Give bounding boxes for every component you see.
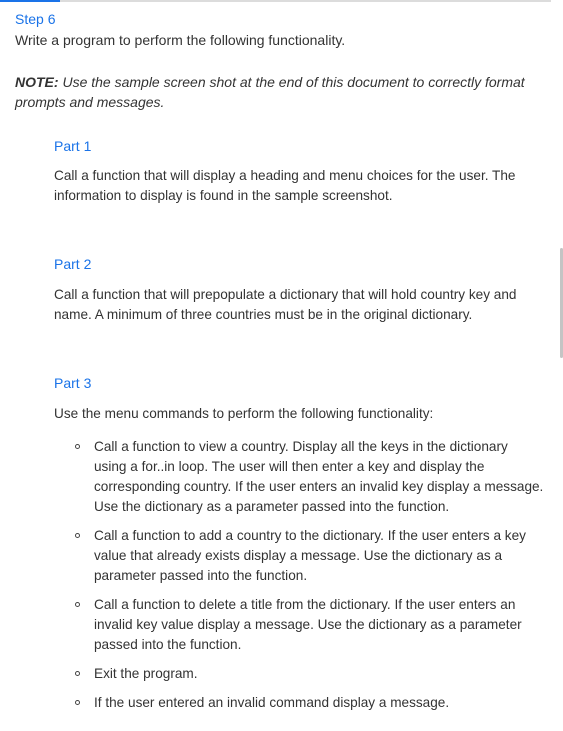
list-item xyxy=(54,437,544,517)
bullet-icon xyxy=(75,533,80,538)
list-item-text: If the user entered an invalid command display a message. xyxy=(94,695,450,710)
list-item xyxy=(54,664,544,684)
part-1-title: Part 1 xyxy=(54,138,92,154)
part-2-text: Call a function that will prepopulate a dictionary that will hold country key and name. A minimum of three countries must be in the original dictionary. xyxy=(54,287,517,322)
note xyxy=(15,72,535,112)
functionality-list xyxy=(54,437,544,722)
top-divider-accent xyxy=(0,0,60,2)
list-item-text: Call a function to add a country to the dictionary. If the user enters a key value that already exists display a message. Use the dictionary as a parameter passed into the function. xyxy=(94,528,526,583)
bullet-icon xyxy=(75,700,80,705)
note-label: NOTE: xyxy=(15,74,59,90)
list-item-text: Call a function to view a country. Display all the keys in the dictionary using a for..in loop. The user will then enter a key and display the corresponding country. If the user enters an invalid key display a message. Use the dictionary as a parameter passed into the function. xyxy=(94,439,544,514)
bullet-icon xyxy=(75,602,80,607)
list-item xyxy=(54,526,544,586)
list-item-text: Call a function to delete a title from the dictionary. If the user enters an invalid key value display a message. Use the dictionary as a parameter passed into the function. xyxy=(94,597,522,652)
scrollbar[interactable] xyxy=(559,0,563,731)
note-text: Use the sample screen shot at the end of this document to correctly format prompts and messages. xyxy=(15,74,525,110)
bullet-icon xyxy=(75,444,80,449)
part-3-text: Use the menu commands to perform the following functionality: xyxy=(54,406,434,421)
part-2-title: Part 2 xyxy=(54,256,92,272)
list-item-text: Exit the program. xyxy=(94,666,198,681)
part-1-text: Call a function that will display a heading and menu choices for the user. The information to display is found in the sample screenshot. xyxy=(54,168,516,203)
list-item xyxy=(54,595,544,655)
step-description: Write a program to perform the following functionality. xyxy=(15,32,346,48)
part-3-title: Part 3 xyxy=(54,375,92,391)
bullet-icon xyxy=(75,671,80,676)
top-divider xyxy=(0,0,551,2)
step-title: Step 6 xyxy=(15,11,56,27)
list-item xyxy=(54,693,544,713)
